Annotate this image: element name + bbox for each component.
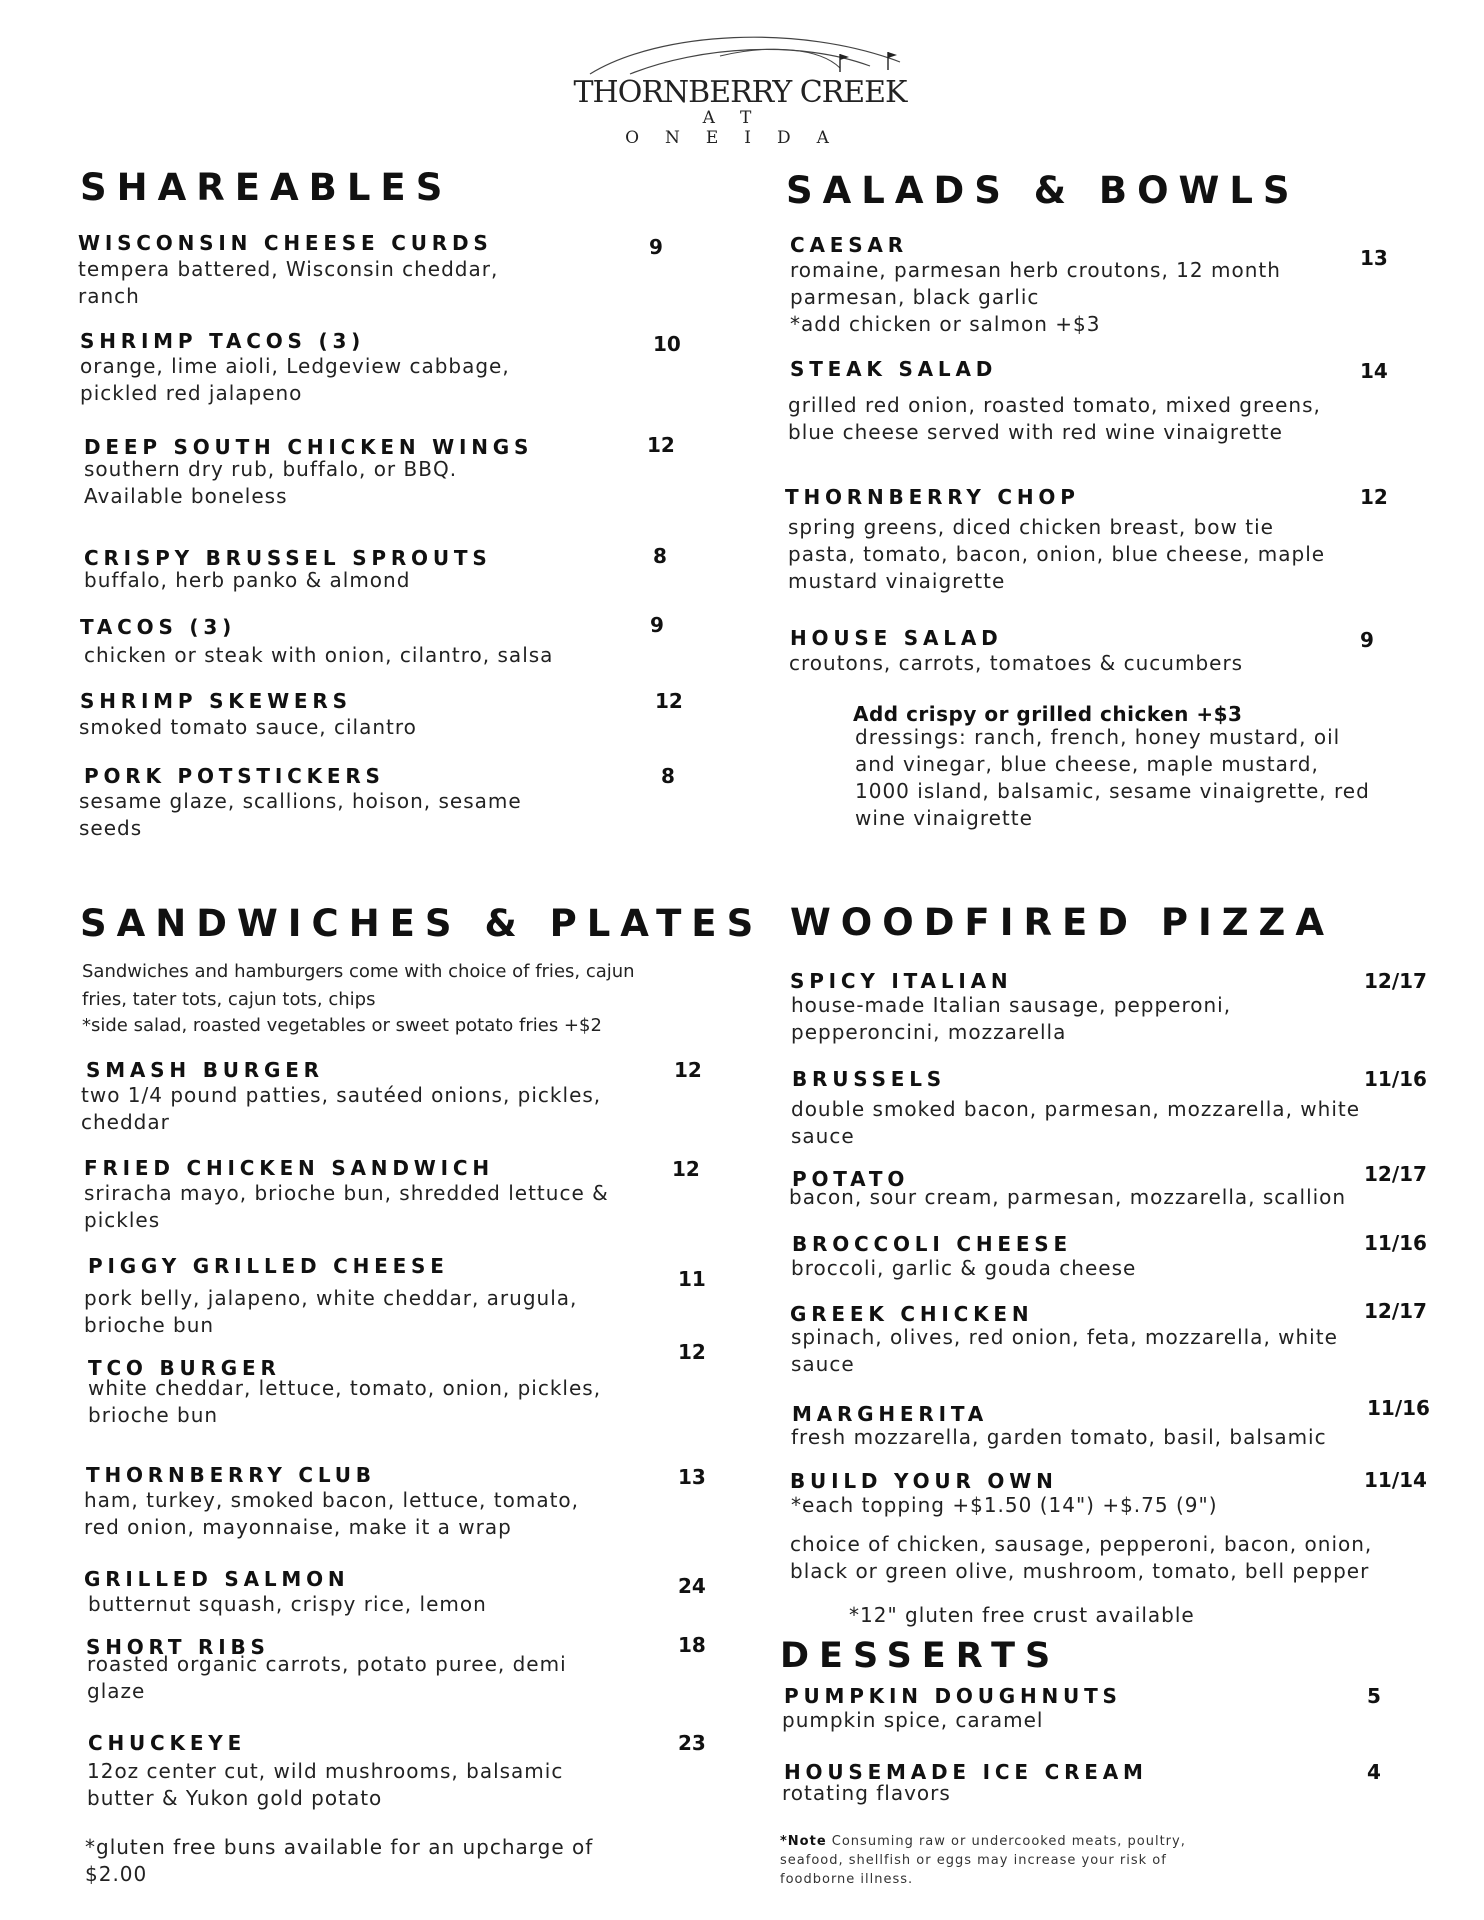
item-description: buffalo, herb panko & almond [84,568,411,592]
item-description: double smoked bacon, parmesan, mozzarella, white sauce [791,1097,1361,1148]
item-description: white cheddar, lettuce, tomato, onion, pickles, brioche bun [88,1376,602,1427]
item-name: BRUSSELS [792,1067,947,1091]
item-price: 12/17 [1364,1299,1427,1323]
footnote-text: Consuming raw or undercooked meats, poultry, seafood, shellfish or eggs may increase your risk of foodborne illness. [780,1834,1186,1887]
item-description: *each topping +$1.50 (14") +$.75 (9") [791,1493,1218,1517]
section-title-pizza: WOODFIRED PIZZA [790,901,1335,944]
item-description: pumpkin spice, caramel [782,1708,1044,1732]
item-price: 12 [647,433,675,457]
item-name: STEAK SALAD [790,357,998,381]
item-price: 12 [678,1340,706,1364]
item-price: 12 [1360,485,1388,509]
item-description: 12oz center cut, wild mushrooms, balsamic butter & Yukon gold potato [87,1759,564,1810]
item-price: 11/16 [1367,1396,1430,1420]
footnote-label: *Note [780,1834,827,1849]
item-description: sesame glaze, scallions, hoison, sesame seeds [79,789,522,840]
item-name: POTATO [792,1167,910,1191]
section-title-shareables: SHAREABLES [80,166,453,209]
item-price: 24 [678,1574,706,1598]
item-price: 12 [672,1157,700,1181]
gluten-free-buns-note: *gluten free buns available for an upcharge of $2.00 [85,1835,594,1886]
item-name: SPICY ITALIAN [790,969,1013,993]
pizza-gluten-free-note: *12" gluten free crust available [849,1603,1195,1627]
section-title-desserts: DESSERTS [780,1636,1061,1676]
item-name: THORNBERRY CHOP [785,485,1080,509]
food-safety-footnote [780,1832,1200,1889]
item-name: WISCONSIN CHEESE CURDS [78,231,493,255]
item-description: grilled red onion, roasted tomato, mixed greens, blue cheese served with red wine vinaigrette [788,393,1321,444]
item-price: 18 [678,1633,706,1657]
item-price: 23 [678,1731,706,1755]
item-name: HOUSE SALAD [790,626,1003,650]
item-price: 13 [678,1465,706,1489]
item-price: 11/14 [1364,1468,1427,1492]
item-name: GRILLED SALMON [84,1567,350,1591]
logo [570,26,910,148]
item-price: 12/17 [1364,1162,1427,1186]
item-description: rotating flavors [782,1781,951,1805]
item-description: broccoli, garlic & gouda cheese [791,1256,1137,1280]
item-name: GREEK CHICKEN [790,1302,1034,1326]
item-description: croutons, carrots, tomatoes & cucumbers [789,651,1244,675]
sandwich-sides-note: Sandwiches and hamburgers come with choice of fries, cajun fries, tater tots, cajun tots, chips [82,961,635,1010]
item-name: SHORT RIBS [86,1635,270,1659]
item-description: fresh mozzarella, garden tomato, basil, balsamic [791,1425,1327,1449]
item-description: two 1/4 pound patties, sautéed onions, pickles, cheddar [81,1083,602,1134]
item-name: PIGGY GRILLED CHEESE [88,1254,449,1278]
item-addon-note: *add chicken or salmon +$3 [790,312,1101,336]
item-name: SHRIMP SKEWERS [80,689,352,713]
item-description: bacon, sour cream, parmesan, mozzarella, scallion [789,1185,1347,1209]
item-price: 5 [1367,1684,1381,1708]
section-title-salads: SALADS & BOWLS [786,169,1300,212]
item-description: roasted organic carrots, potato puree, demi glaze [87,1652,567,1703]
item-price: 12 [655,689,683,713]
item-name: BROCCOLI CHEESE [792,1232,1072,1256]
item-name: SHRIMP TACOS (3) [80,329,366,353]
item-description: spinach, olives, red onion, feta, mozzarella, white sauce [791,1325,1338,1376]
item-price: 9 [650,613,664,637]
item-name: TACOS (3) [80,615,237,639]
item-price: 12/17 [1364,969,1427,993]
item-name: BUILD YOUR OWN [790,1469,1058,1493]
item-name: PUMPKIN DOUGHNUTS [784,1684,1122,1708]
item-name: MARGHERITA [792,1402,989,1426]
salad-chicken-addon: Add crispy or grilled chicken +$3 [853,702,1243,726]
item-description: orange, lime aioli, Ledgeview cabbage, pickled red jalapeno [80,354,510,405]
item-price: 8 [653,544,667,568]
item-description: chicken or steak with onion, cilantro, salsa [84,643,554,667]
item-name: TCO BURGER [88,1356,281,1380]
item-name: HOUSEMADE ICE CREAM [784,1760,1148,1784]
logo-name: THORNBERRY CREEK [573,75,907,110]
item-price: 11 [678,1267,706,1291]
item-price: 11/16 [1364,1067,1427,1091]
item-price: 4 [1367,1760,1381,1784]
item-price: 13 [1360,246,1388,270]
item-description: southern dry rub, buffalo, or BBQ. Available boneless [84,457,458,508]
item-description: tempera battered, Wisconsin cheddar, ranch [78,257,499,308]
item-price: 9 [649,235,663,259]
item-description: smoked tomato sauce, cilantro [79,715,417,739]
sandwich-upcharge-note: *side salad, roasted vegetables or sweet potato fries +$2 [82,1015,602,1036]
item-name: PORK POTSTICKERS [84,764,385,788]
item-name: SMASH BURGER [86,1058,324,1082]
item-name: FRIED CHICKEN SANDWICH [84,1156,494,1180]
item-description: butternut squash, crispy rice, lemon [88,1592,487,1616]
logo-subtitle: AT ONEIDA [625,108,855,148]
item-price: 8 [661,764,675,788]
item-price: 11/16 [1364,1231,1427,1255]
item-name: CRISPY BRUSSEL SPROUTS [84,546,492,570]
item-name: CHUCKEYE [88,1731,247,1755]
item-price: 12 [674,1058,702,1082]
item-price: 9 [1360,628,1374,652]
section-title-sandwiches: SANDWICHES & PLATES [80,902,764,945]
item-price: 10 [653,332,681,356]
pizza-toppings-list: choice of chicken, sausage, pepperoni, bacon, onion, black or green olive, mushroom, tomato, bell pepper [790,1532,1373,1583]
item-name: DEEP SOUTH CHICKEN WINGS [84,435,534,459]
item-description: ham, turkey, smoked bacon, lettuce, tomato, red onion, mayonnaise, make it a wrap [84,1488,580,1539]
salad-dressings: dressings: ranch, french, honey mustard, oil and vinegar, blue cheese, maple mustard, 1000 island, balsamic, sesame vinaigrette, red wine vinaigrette [855,725,1370,830]
item-price: 14 [1360,359,1388,383]
item-description: romaine, parmesan herb croutons, 12 month parmesan, black garlic [790,258,1281,309]
item-name: THORNBERRY CLUB [86,1463,376,1487]
item-description: pork belly, jalapeno, white cheddar, arugula, brioche bun [84,1286,578,1337]
item-description: house-made Italian sausage, pepperoni, pepperoncini, mozzarella [791,993,1232,1044]
item-description: spring greens, diced chicken breast, bow tie pasta, tomato, bacon, onion, blue cheese, maple mustard vinaigrette [788,515,1326,593]
item-name: CAESAR [790,233,908,257]
item-description: sriracha mayo, brioche bun, shredded lettuce & pickles [84,1181,609,1232]
